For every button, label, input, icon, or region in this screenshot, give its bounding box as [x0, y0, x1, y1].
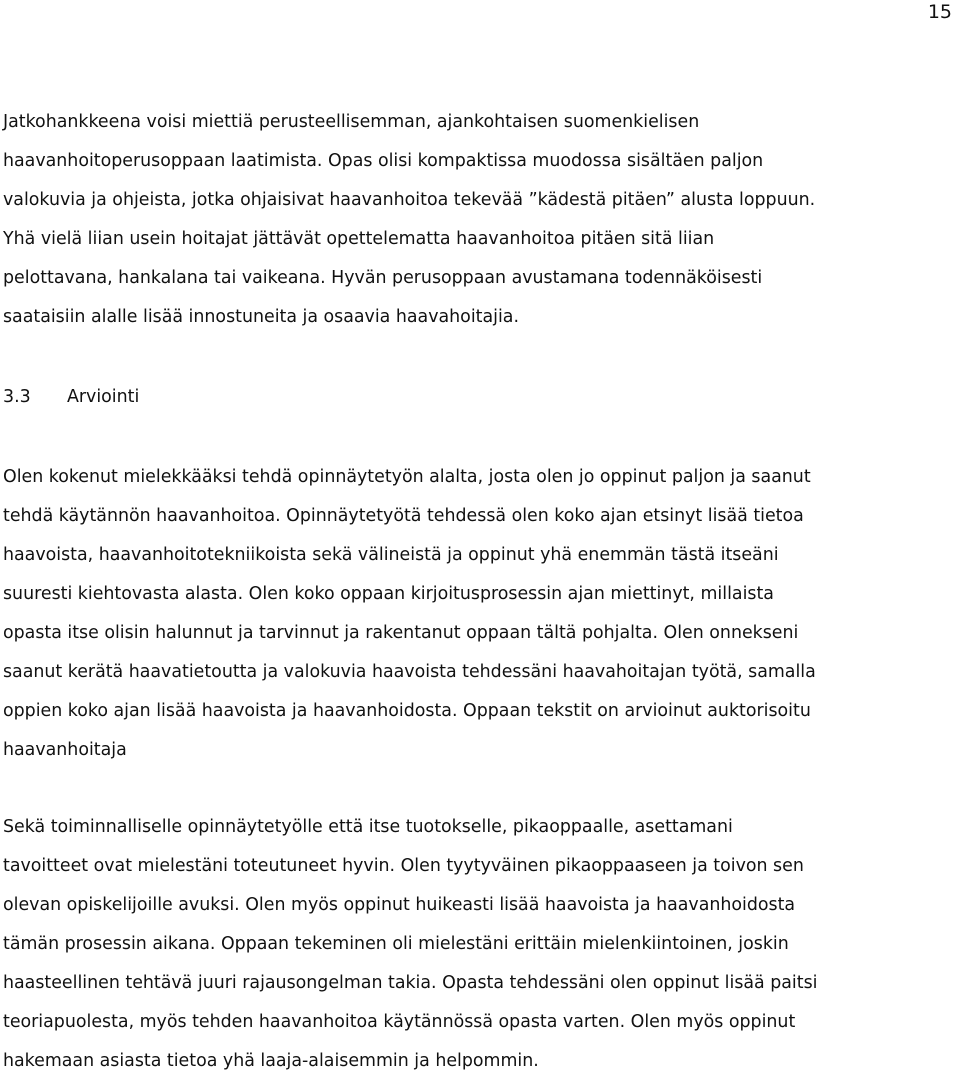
paragraph-line: pelottavana, hankalana tai vaikeana. Hyvän perusoppaan avustamana todennäköisesti: [3, 268, 763, 288]
paragraph-line: haavanhoitoperusoppaan laatimista. Opas olisi kompaktissa muodossa sisältäen paljon: [3, 151, 764, 171]
paragraph-line: tehdä käytännön haavanhoitoa. Opinnäytetyötä tehdessä olen koko ajan etsinyt lisää tietoa: [3, 506, 804, 526]
paragraph-line: saanut kerätä haavatietoutta ja valokuvia haavoista tehdessäni haavahoitajan työtä, samalla: [3, 662, 816, 682]
paragraph-line: teoriapuolesta, myös tehden haavanhoitoa käytännössä opasta varten. Olen myös oppinut: [3, 1012, 796, 1032]
paragraph-line: opasta itse olisin halunnut ja tarvinnut ja rakentanut oppaan tältä pohjalta. Olen onnekseni: [3, 623, 799, 643]
paragraph-line: haasteellinen tehtävä juuri rajausongelman takia. Opasta tehdessäni olen oppinut lisää paitsi: [3, 973, 818, 993]
paragraph-line: haavoista, haavanhoitotekniikoista sekä välineistä ja oppinut yhä enemmän tästä itseäni: [3, 545, 779, 565]
paragraph-line: hakemaan asiasta tietoa yhä laaja-alaisemmin ja helpommin.: [3, 1051, 539, 1071]
paragraph-line: Olen kokenut mielekkääksi tehdä opinnäytetyön alalta, josta olen jo oppinut paljon ja saanut: [3, 467, 811, 487]
paragraph-line: Yhä vielä liian usein hoitajat jättävät opettelematta haavanhoitoa pitäen sitä liian: [3, 229, 715, 249]
paragraph-line: Jatkohankkeena voisi miettiä perusteellisemman, ajankohtaisen suomenkielisen: [3, 112, 700, 132]
paragraph-3: [3, 808, 943, 1081]
paragraph-line: olevan opiskelijoille avuksi. Olen myös oppinut huikeasti lisää haavoista ja haavanhoidosta: [3, 895, 796, 915]
section-heading: [3, 378, 139, 417]
paragraph-line: suuresti kiehtovasta alasta. Olen koko oppaan kirjoitusprosessin ajan miettinyt, millaista: [3, 584, 774, 604]
section-title: Arviointi: [67, 387, 140, 407]
section-number: 3.3: [3, 387, 31, 407]
paragraph-2: [3, 458, 943, 770]
paragraph-line: haavanhoitaja: [3, 740, 127, 760]
paragraph-line: Sekä toiminnalliselle opinnäytetyölle että itse tuotokselle, pikaoppaalle, asettamani: [3, 817, 733, 837]
paragraph-line: valokuvia ja ohjeista, jotka ohjaisivat haavanhoitoa tekevää ”kädestä pitäen” alusta loppuun.: [3, 190, 816, 210]
paragraph-line: tavoitteet ovat mielestäni toteutuneet hyvin. Olen tyytyväinen pikaoppaaseen ja toivon sen: [3, 856, 804, 876]
paragraph-line: oppien koko ajan lisää haavoista ja haavanhoidosta. Oppaan tekstit on arvioinut auktorisoitu: [3, 701, 811, 721]
paragraph-1: [3, 103, 943, 337]
paragraph-line: tämän prosessin aikana. Oppaan tekeminen oli mielestäni erittäin mielenkiintoinen, joskin: [3, 934, 789, 954]
page-number: 15: [927, 1, 952, 23]
paragraph-line: saataisiin alalle lisää innostuneita ja osaavia haavahoitajia.: [3, 307, 519, 327]
